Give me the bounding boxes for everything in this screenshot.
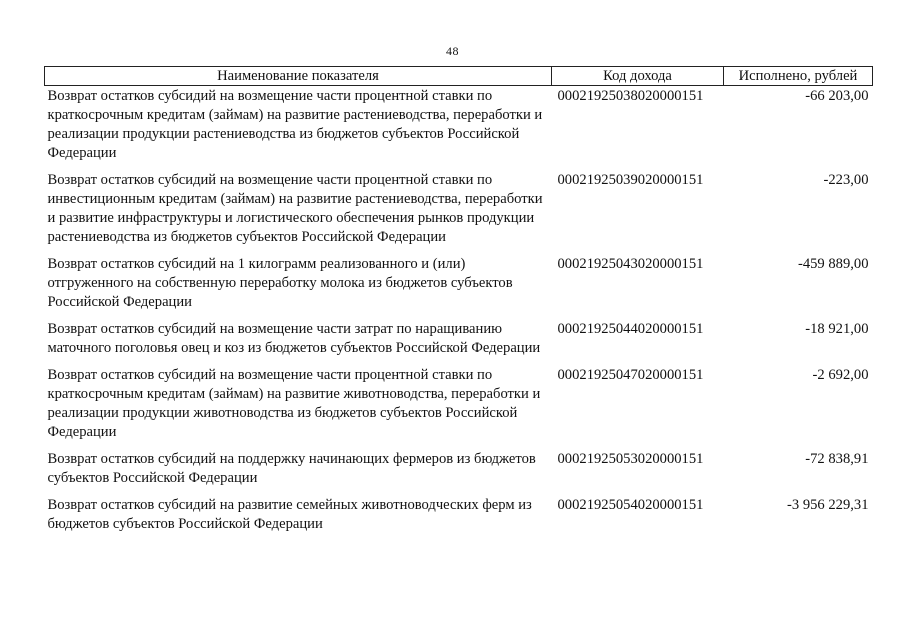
table-row bbox=[45, 450, 873, 496]
revenue-code: 00021925054020000151 bbox=[557, 497, 704, 513]
table-body bbox=[45, 86, 873, 543]
indicator-name: Возврат остатков субсидий на возмещение части затрат по наращиванию маточного поголовья овец и коз из бюджетов субъектов Российской Федерации bbox=[47, 321, 541, 356]
revenue-code: 00021925039020000151 bbox=[557, 172, 704, 188]
revenue-table bbox=[44, 66, 873, 542]
revenue-code: 00021925038020000151 bbox=[557, 88, 704, 104]
table-row bbox=[45, 496, 873, 542]
executed-amount: -223,00 bbox=[823, 172, 869, 188]
table-row bbox=[45, 366, 873, 450]
header-row bbox=[45, 67, 873, 86]
table-row bbox=[45, 255, 873, 320]
executed-amount: -3 956 229,31 bbox=[787, 497, 869, 513]
table-row bbox=[45, 320, 873, 366]
executed-amount: -72 838,91 bbox=[805, 451, 869, 467]
indicator-name: Возврат остатков субсидий на поддержку начинающих фермеров из бюджетов субъектов Российской Федерации bbox=[47, 451, 536, 486]
table-header bbox=[45, 67, 873, 86]
indicator-name: Возврат остатков субсидий на развитие семейных животноводческих ферм из бюджетов субъектов Российской Федерации bbox=[47, 497, 532, 532]
header-name: Наименование показателя bbox=[45, 67, 552, 86]
executed-amount: -18 921,00 bbox=[805, 321, 869, 337]
executed-amount: -2 692,00 bbox=[812, 367, 869, 383]
page-number: 48 bbox=[446, 44, 459, 58]
executed-amount: -66 203,00 bbox=[805, 88, 869, 104]
revenue-code: 00021925047020000151 bbox=[557, 367, 704, 383]
revenue-code: 00021925043020000151 bbox=[557, 256, 704, 272]
table-row bbox=[45, 171, 873, 255]
header-code: Код дохода bbox=[552, 67, 724, 86]
revenue-code: 00021925044020000151 bbox=[557, 321, 704, 337]
indicator-name: Возврат остатков субсидий на возмещение части процентной ставки по инвестиционным кредитам (займам) на развитие растениеводства, переработки и развитие инфраструктуры и логистического обеспечения рынков продукции растениеводства из бюджетов субъектов Российской Федерации bbox=[47, 172, 543, 245]
header-amount: Исполнено, рублей bbox=[724, 67, 873, 86]
indicator-name: Возврат остатков субсидий на 1 килограмм реализованного и (или) отгруженного на собственную переработку молока из бюджетов субъектов Российской Федерации bbox=[47, 256, 513, 310]
table-row bbox=[45, 86, 873, 172]
revenue-code: 00021925053020000151 bbox=[557, 451, 704, 467]
indicator-name: Возврат остатков субсидий на возмещение части процентной ставки по краткосрочным кредитам (займам) на развитие животноводства, переработки и реализации продукции животноводства из бюджетов субъектов Российской Федерации bbox=[47, 367, 541, 440]
indicator-name: Возврат остатков субсидий на возмещение части процентной ставки по краткосрочным кредитам (займам) на развитие растениеводства, переработки и реализации продукции растениеводства из бюджетов субъектов Российской Федерации bbox=[47, 88, 543, 161]
executed-amount: -459 889,00 bbox=[797, 256, 869, 272]
